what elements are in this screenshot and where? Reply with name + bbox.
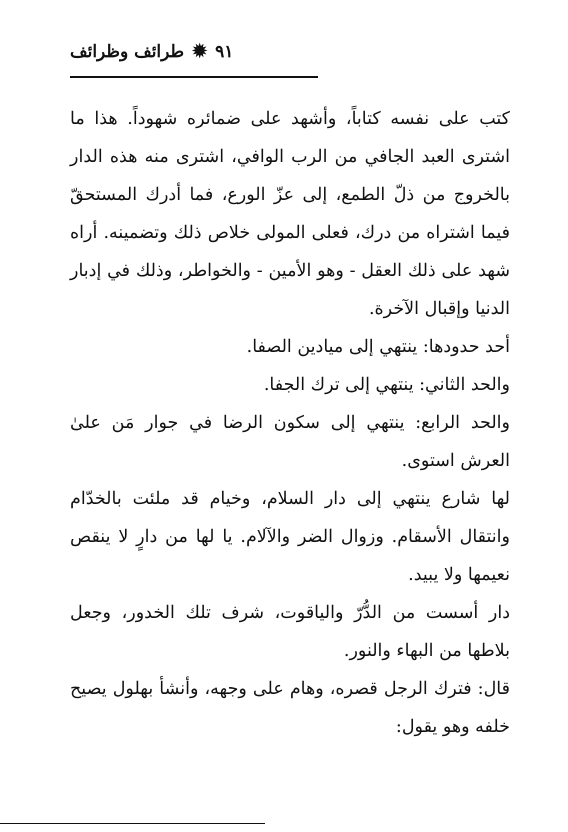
- header-rule: [70, 76, 318, 78]
- page-number: ٩١: [215, 42, 234, 62]
- footer-rule: [0, 823, 265, 824]
- running-title: طرائف وظرائف: [70, 42, 185, 62]
- star-ornament-icon: ✹: [192, 41, 208, 62]
- page-body: [70, 100, 510, 746]
- paragraph-deed: كتب على نفسه كتاباً، وأشهد على ضمائره شهوداً. هذا ما اشترى العبد الجافي من الرب الوافي، اشترى منه هذه الدار بالخروج من ذلّ الطمع، إلى عزّ الورع، فما أدرك المستحقّ فيما اشتراه من درك، فعلى المولى خلاص ذلك وتضمينه. أراه شهد على ذلك العقل - وهو الأمين - والخواطر، وذلك في إدبار الدنيا وإقبال الآخرة.: [70, 109, 510, 319]
- paragraph-house: دار أسست من الدُّرّ والياقوت، شرف تلك الخدور، وجعل بلاطها من البهاء والنور.: [70, 603, 510, 661]
- paragraph-second-boundary: والحد الثاني: ينتهي إلى ترك الجفا.: [263, 375, 510, 395]
- running-header: [70, 42, 233, 62]
- paragraph-first-boundary: أحد حدودها: ينتهي إلى ميادين الصفا.: [246, 337, 510, 357]
- paragraph-bahlul: قال: فترك الرجل قصره، وهام على وجهه، وأنشأ بهلول يصيح خلفه وهو يقول:: [70, 679, 510, 737]
- paragraph-fourth-boundary: والحد الرابع: ينتهي إلى سكون الرضا في جوار مَن علىٰ العرش استوى.: [70, 413, 510, 471]
- paragraph-street: لها شارع ينتهي إلى دار السلام، وخيام قد ملئت بالخدّام وانتقال الأسقام. وزوال الضر والآلام. يا لها من دارٍ لا ينقص نعيمها ولا يبيد.: [70, 489, 510, 585]
